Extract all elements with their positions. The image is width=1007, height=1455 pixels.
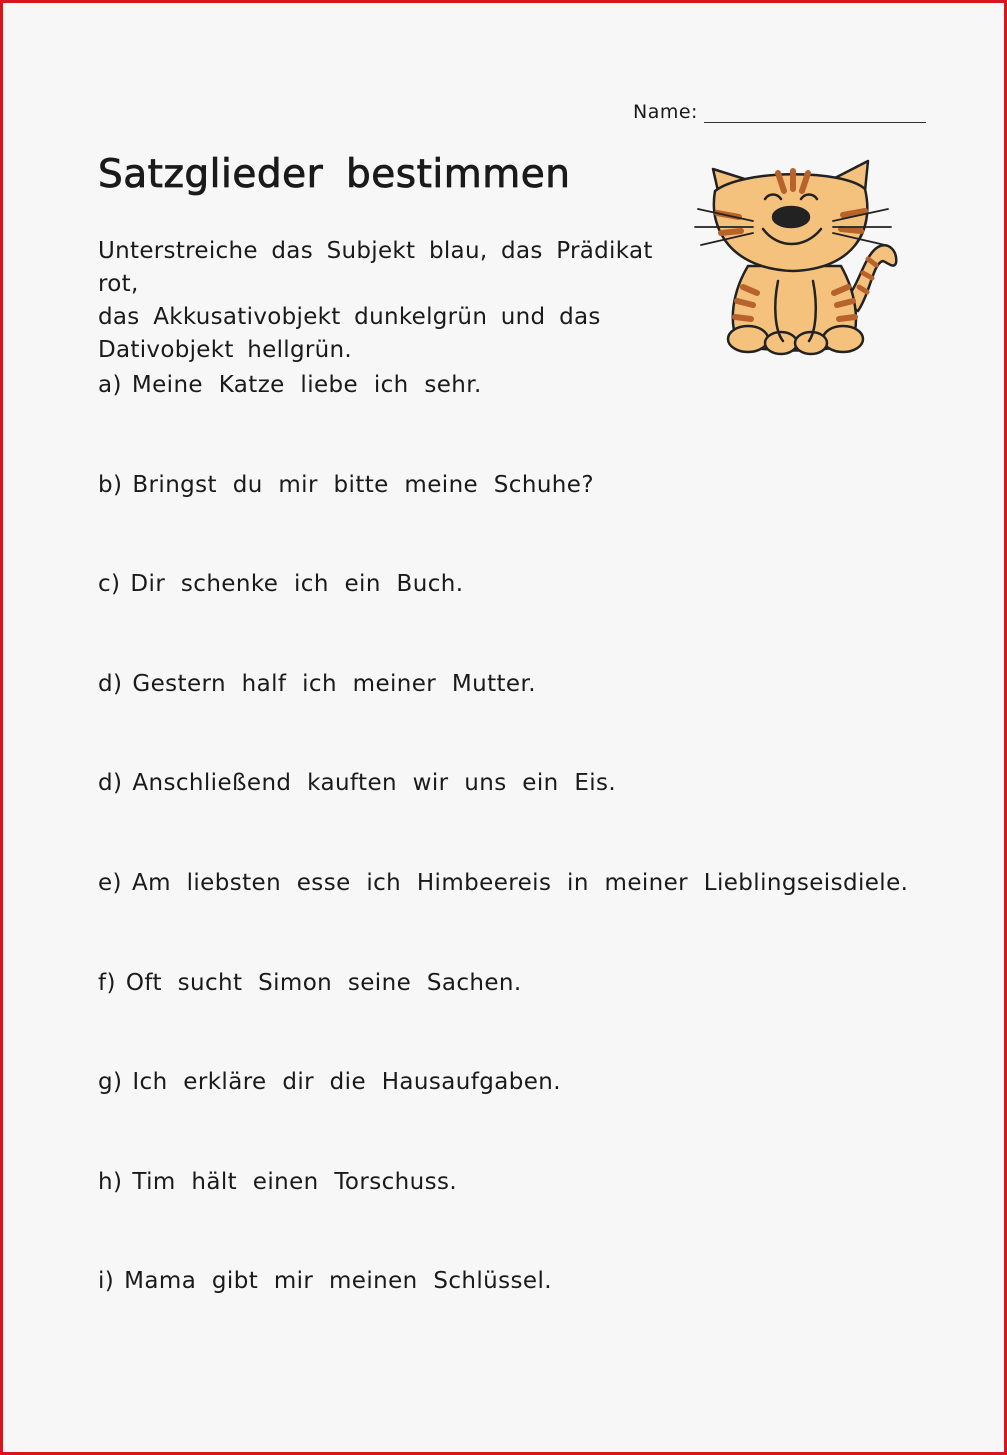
task-item (98, 363, 908, 463)
instructions (98, 235, 678, 367)
task-sentence: Anschließend kauften wir uns ein Eis. (132, 770, 617, 797)
worksheet-title: Satzglieder bestimmen (98, 152, 571, 197)
task-item (98, 761, 908, 861)
task-label: c) (98, 571, 121, 598)
name-input-line[interactable] (704, 122, 926, 123)
task-label: a) (98, 372, 122, 398)
task-item (98, 562, 908, 662)
name-field (633, 99, 926, 125)
name-label: Name: (633, 101, 698, 123)
task-sentence: Bringst du mir bitte meine Schuhe? (132, 471, 594, 498)
task-item (98, 1160, 908, 1260)
task-label: f) (98, 969, 116, 996)
instruction-line: das Akkusativobjekt dunkelgrün und das (98, 304, 601, 330)
task-item (98, 1259, 908, 1359)
task-label: d) (98, 770, 123, 797)
task-sentence: Gestern half ich meiner Mutter. (132, 670, 536, 697)
task-sentence: Mama gibt mir meinen Schlüssel. (124, 1268, 552, 1295)
task-sentence: Am liebsten esse ich Himbeereis in meiner Lieblingseisdiele. (131, 869, 909, 896)
task-item (98, 1060, 908, 1160)
task-list (98, 363, 908, 1359)
cat-icon (693, 151, 903, 357)
task-label: i) (98, 1268, 115, 1295)
instruction-line: Dativobjekt hellgrün. (98, 337, 353, 363)
task-item (98, 961, 908, 1061)
task-item (98, 662, 908, 762)
task-label: e) (98, 869, 122, 896)
instruction-line: Unterstreiche das Subjekt blau, das Prädikat rot, (98, 238, 653, 297)
task-sentence: Oft sucht Simon seine Sachen. (125, 969, 522, 996)
task-label: d) (98, 670, 123, 697)
task-sentence: Meine Katze liebe ich sehr. (131, 372, 482, 398)
task-item (98, 861, 908, 961)
task-sentence: Ich erkläre dir die Hausaufgaben. (132, 1069, 561, 1096)
task-sentence: Tim hält einen Torschuss. (132, 1168, 458, 1195)
task-label: b) (98, 471, 123, 498)
task-sentence: Dir schenke ich ein Buch. (130, 571, 464, 598)
task-label: h) (98, 1168, 123, 1195)
task-label: g) (98, 1069, 123, 1096)
task-item (98, 463, 908, 563)
